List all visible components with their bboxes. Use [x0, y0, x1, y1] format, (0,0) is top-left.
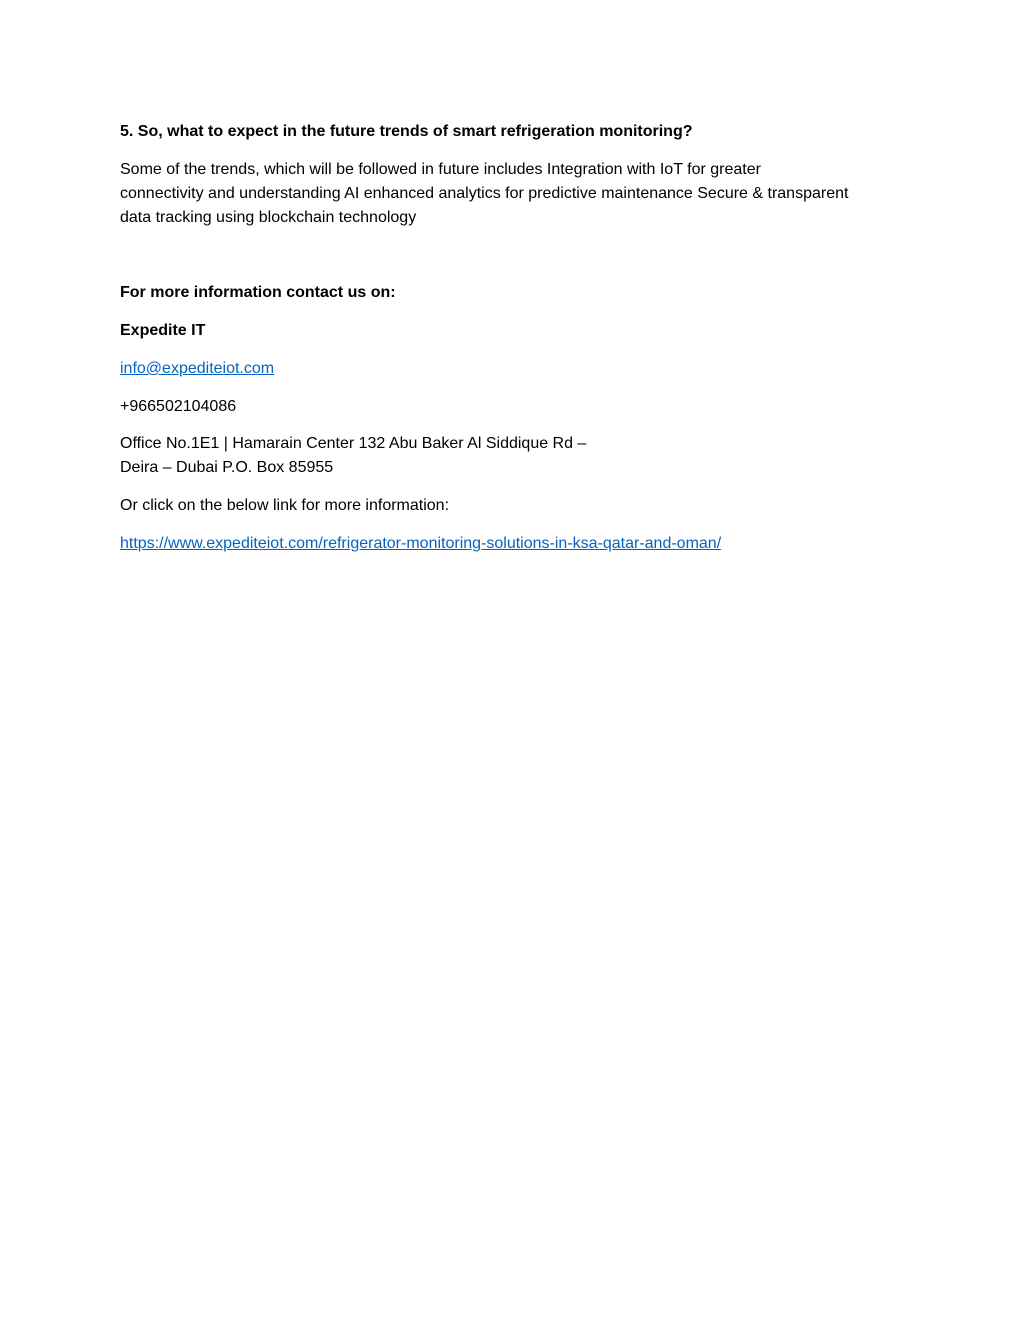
website-link[interactable]: https://www.expediteiot.com/refrigerator-monitoring-solutions-in-ksa-qatar-and-oman/	[120, 535, 722, 552]
email-link[interactable]: info@expediteiot.com	[120, 360, 275, 377]
contact-title: For more information contact us on:	[120, 284, 396, 301]
body-paragraph	[120, 158, 910, 230]
url-paragraph	[120, 532, 721, 556]
section-heading: 5. So, what to expect in the future trends of smart refrigeration monitoring?	[120, 123, 693, 140]
company-name: Expedite IT	[120, 322, 206, 339]
link-intro-text: Or click on the below link for more information:	[120, 497, 450, 514]
address-line-2: Deira – Dubai P.O. Box 85955	[120, 459, 334, 476]
office-address	[120, 432, 586, 480]
address-line-1: Office No.1E1 | Hamarain Center 132 Abu Baker Al Siddique Rd –	[120, 435, 587, 452]
body-line-2: connectivity and understanding AI enhanced analytics for predictive maintenance Secure & transparent	[120, 185, 849, 202]
body-line-1: Some of the trends, which will be followed in future includes Integration with IoT for greater	[120, 161, 761, 178]
phone-number: +966502104086	[120, 398, 237, 415]
email-paragraph	[120, 357, 274, 381]
body-line-3: data tracking using blockchain technology	[120, 209, 417, 226]
